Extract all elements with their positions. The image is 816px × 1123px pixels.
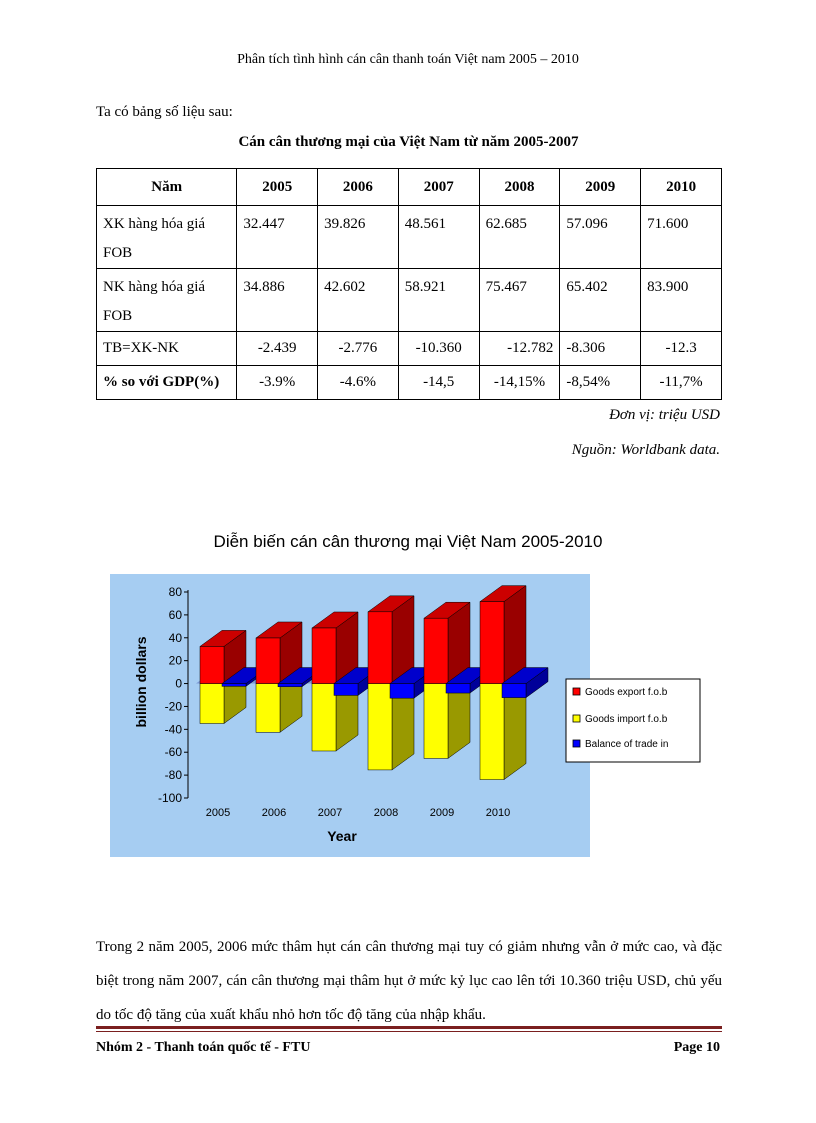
- unit-note: Đơn vị: triệu USD: [609, 407, 720, 423]
- y-tick-label: -40: [164, 722, 182, 737]
- table-cell: -2.439: [237, 332, 318, 366]
- table-cell: 39.826: [318, 206, 399, 269]
- bar-export-front: [368, 612, 392, 684]
- bar-import-front: [480, 684, 504, 780]
- analysis-paragraph: Trong 2 năm 2005, 2006 mức thâm hụt cán cân thương mại tuy có giảm nhưng vẫn ở mức cao, và đặc biệt trong năm 2007, cán cân thương mại thâm hụt ở mức kỷ lục cao lên tới 10.360 triệu USD, chủ yếu do tốc độ tăng của xuất khẩu nhỏ hơn tốc độ tăng của nhập khẩu.: [96, 939, 722, 1023]
- header-year: 2006: [318, 169, 399, 206]
- bar-balance-front: [446, 684, 470, 694]
- table-cell: -8.306: [560, 332, 641, 366]
- table-cell: 71.600: [641, 206, 722, 269]
- y-tick-label: 0: [175, 676, 182, 691]
- bar-export: [480, 586, 526, 684]
- table-cell: 65.402: [560, 269, 641, 332]
- x-tick-label: 2006: [261, 807, 287, 819]
- y-tick-label: 80: [168, 585, 182, 599]
- bar-export-front: [312, 628, 336, 684]
- y-tick-label: 60: [168, 607, 182, 622]
- table-cell: -11,7%: [641, 366, 722, 400]
- trade-balance-table: [96, 168, 722, 400]
- bar-export: [368, 596, 414, 684]
- x-tick-label: 2005: [205, 807, 231, 819]
- table-cell: 58.921: [398, 269, 479, 332]
- y-axis-title: billion dollars: [133, 636, 149, 728]
- y-tick-label: 20: [168, 653, 182, 668]
- legend-swatch-balance: [573, 740, 580, 747]
- table-cell: 42.602: [318, 269, 399, 332]
- legend-swatch-import: [573, 715, 580, 722]
- x-tick-label: 2008: [373, 807, 399, 819]
- table-row-gdp-percent: [97, 366, 722, 400]
- bar-import-front: [424, 684, 448, 759]
- table-cell: -2.776: [318, 332, 399, 366]
- chart-legend: [566, 679, 700, 762]
- legend-label-export: Goods export f.o.b: [585, 687, 668, 698]
- row-label: TB=XK-NK: [97, 332, 237, 366]
- header-year: 2007: [398, 169, 479, 206]
- bar-balance-front: [334, 684, 358, 696]
- legend-swatch-export: [573, 688, 580, 695]
- header-year: 2010: [641, 169, 722, 206]
- x-tick-label: 2007: [317, 807, 343, 819]
- row-label: XK hàng hóa giá FOB: [97, 206, 237, 269]
- table-row-import: [97, 269, 722, 332]
- bar-export-front: [200, 646, 224, 683]
- table-cell: -12.782: [479, 332, 560, 366]
- legend-label-balance: Balance of trade in: [585, 739, 669, 750]
- header-year-label: Năm: [97, 169, 237, 206]
- page-header: Phân tích tình hình cán cân thanh toán Việt nam 2005 – 2010: [237, 52, 579, 67]
- bar-balance-front: [502, 684, 526, 698]
- bar-export-front: [256, 638, 280, 684]
- table-cell: -3.9%: [237, 366, 318, 400]
- bar-balance-front: [390, 684, 414, 699]
- bar-import-front: [368, 684, 392, 770]
- trade-balance-chart: [110, 572, 702, 857]
- table-row-balance: [97, 332, 722, 366]
- table-cell: 48.561: [398, 206, 479, 269]
- row-label: NK hàng hóa giá FOB: [97, 269, 237, 332]
- table-cell: -10.360: [398, 332, 479, 366]
- y-tick-label: -100: [157, 791, 182, 805]
- footer-group: Nhóm 2 - Thanh toán quốc tế - FTU: [96, 1040, 311, 1055]
- bar-export-front: [424, 618, 448, 683]
- footer-rule-thin: [96, 1031, 722, 1032]
- table-cell: -8,54%: [560, 366, 641, 400]
- y-tick-label: -80: [164, 768, 182, 783]
- table-cell: -14,5: [398, 366, 479, 400]
- bar-import-front: [200, 684, 224, 724]
- header-year: 2008: [479, 169, 560, 206]
- y-tick-label: -20: [164, 699, 182, 714]
- table-cell: 57.096: [560, 206, 641, 269]
- table-row-export: [97, 206, 722, 269]
- x-tick-label: 2010: [485, 807, 511, 819]
- intro-text: Ta có bảng số liệu sau:: [96, 104, 233, 120]
- bar-export-front: [480, 602, 504, 684]
- table-cell: -14,15%: [479, 366, 560, 400]
- row-label: % so với GDP(%): [97, 366, 237, 400]
- header-year: 2009: [560, 169, 641, 206]
- page-number: Page 10: [673, 1040, 720, 1055]
- source-note: Nguồn: Worldbank data.: [571, 442, 720, 458]
- table-cell: 32.447: [237, 206, 318, 269]
- bar-import-front: [256, 684, 280, 733]
- bar-import-front: [312, 684, 336, 751]
- table-cell: 83.900: [641, 269, 722, 332]
- x-axis-title: Year: [327, 828, 357, 844]
- x-tick-label: 2009: [429, 807, 455, 819]
- bar-balance-front: [222, 684, 246, 687]
- table-cell: 34.886: [237, 269, 318, 332]
- table-title: Cán cân thương mại của Việt Nam từ năm 2005-2007: [238, 134, 579, 150]
- y-tick-label: 40: [168, 630, 182, 645]
- bar-balance-front: [278, 684, 302, 687]
- table-cell: -12.3: [641, 332, 722, 366]
- y-tick-label: -60: [164, 745, 182, 760]
- table-cell: 62.685: [479, 206, 560, 269]
- header-year: 2005: [237, 169, 318, 206]
- footer-rule-thick: [96, 1026, 722, 1029]
- table-header-row: [97, 169, 722, 206]
- chart-title: Diễn biến cán cân thương mại Việt Nam 2005-2010: [213, 532, 603, 551]
- table-cell: -4.6%: [318, 366, 399, 400]
- table-cell: 75.467: [479, 269, 560, 332]
- legend-label-import: Goods import f.o.b: [585, 714, 668, 725]
